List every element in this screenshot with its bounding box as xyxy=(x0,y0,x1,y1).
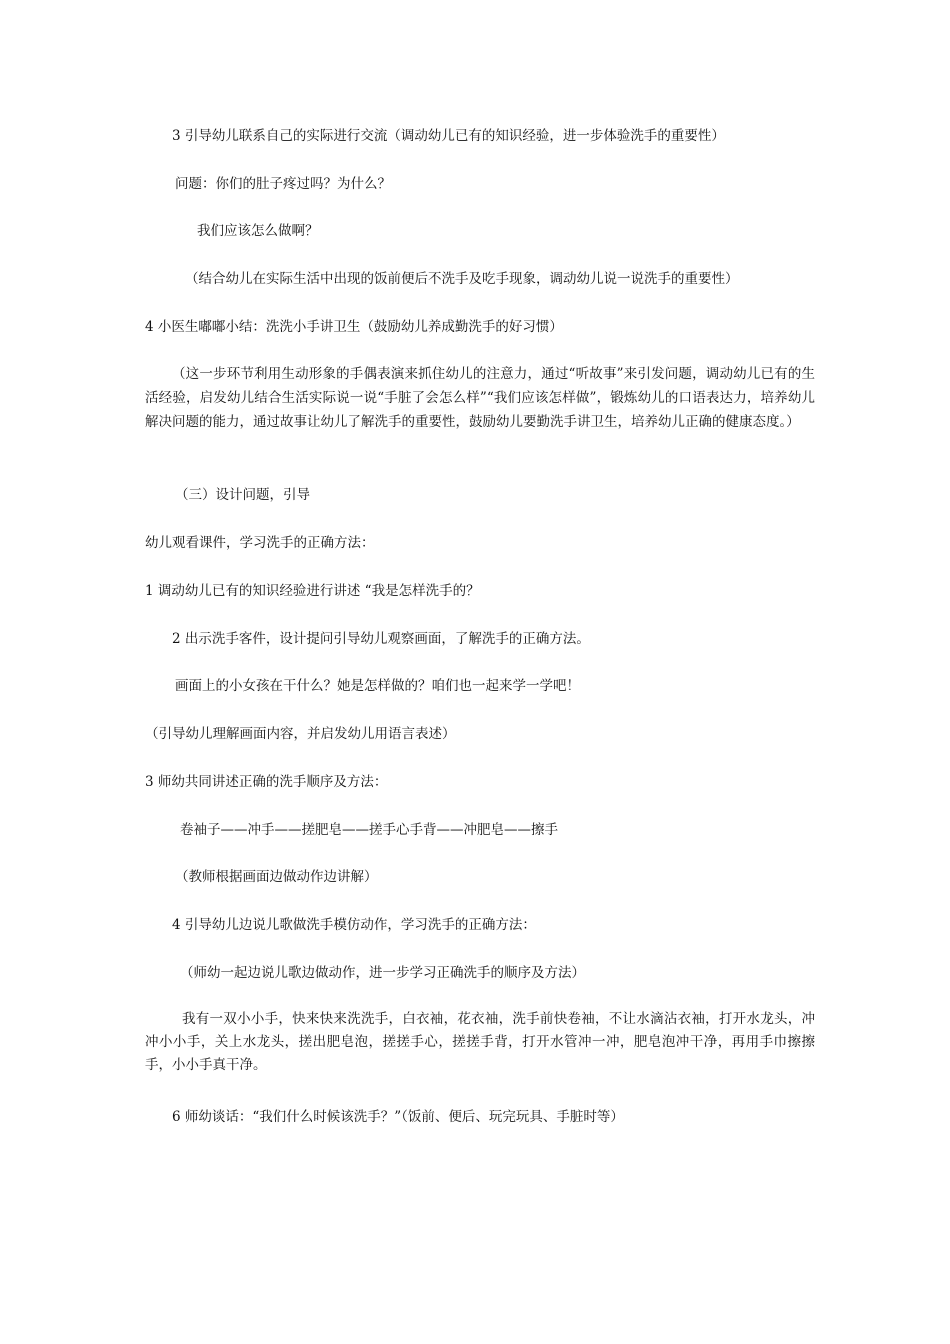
paragraph-step-4-summary: 4 小医生嘟嘟小结：洗洗小手讲卫生（鼓励幼儿养成勤洗手的好习惯） xyxy=(145,319,563,335)
paragraph-step-2-courseware: 2 出示洗手客件，设计提问引导幼儿观察画面，了解洗手的正确方法。 xyxy=(172,631,590,647)
paragraph-step-6-talk: 6 师幼谈话：“我们什么时候该洗手？”（饭前、便后、玩完玩具、手脏时等） xyxy=(172,1109,624,1125)
paragraph-handwashing-rhyme: 我有一双小小手，快来快来洗洗手，白衣袖，花衣袖，洗手前快卷袖，不让水滴沾衣袖，打开水龙头，冲冲小小手，关上水龙头，搓出肥皂泡，搓搓手心，搓搓手背，打开水管冲一冲，肥皂泡冲干净，再用手巾擦擦手，小小手真干净。 xyxy=(145,1011,815,1073)
section-heading-design-questions: （三）设计问题，引导 xyxy=(175,487,310,503)
paragraph-importance-note: （结合幼儿在实际生活中出现的饭前便后不洗手及吃手现象，调动幼儿说一说洗手的重要性） xyxy=(185,271,739,287)
paragraph-rhyme-note: （师幼一起边说儿歌边做动作，进一步学习正确洗手的顺序及方法） xyxy=(180,965,585,981)
paragraph-design-rationale: （这一步环节利用生动形象的手偶表演来抓住幼儿的注意力，通过“听故事”来引发问题，调动幼儿已有的生活经验，启发幼儿结合生活实际说一说“手脏了会怎么样”“我们应该怎样做”，锻炼幼儿的口语表达力，培养幼儿解决问题的能力，通过故事让幼儿了解洗手的重要性，鼓励幼儿要勤洗手讲卫生，培养幼儿正确的健康态度。） xyxy=(145,366,815,430)
paragraph-step-3-exchange: 3 引导幼儿联系自己的实际进行交流（调动幼儿已有的知识经验，进一步体验洗手的重要性） xyxy=(172,128,725,144)
paragraph-question: 问题：你们的肚子疼过吗？为什么？ xyxy=(175,176,391,192)
paragraph-step-3-order: 3 师幼共同讲述正确的洗手顺序及方法： xyxy=(145,774,388,790)
paragraph-watch-courseware: 幼儿观看课件，学习洗手的正确方法： xyxy=(145,535,375,551)
paragraph-washing-sequence: 卷袖子——冲手——搓肥皂——搓手心手背——冲肥皂——擦手 xyxy=(180,822,558,838)
paragraph-step-1-narrate: 1 调动幼儿已有的知识经验进行讲述 “我是怎样洗手的？ xyxy=(145,583,480,599)
paragraph-teacher-demo: （教师根据画面边做动作边讲解） xyxy=(175,869,378,885)
paragraph-guide-understanding: （引导幼儿理解画面内容，并启发幼儿用语言表述） xyxy=(145,726,456,742)
paragraph-step-4-rhyme: 4 引导幼儿边说儿歌做洗手模仿动作，学习洗手的正确方法： xyxy=(172,917,536,933)
paragraph-what-to-do: 我们应该怎么做啊？ xyxy=(197,223,319,239)
paragraph-picture-question: 画面上的小女孩在干什么？她是怎样做的？咱们也一起来学一学吧！ xyxy=(175,678,580,694)
